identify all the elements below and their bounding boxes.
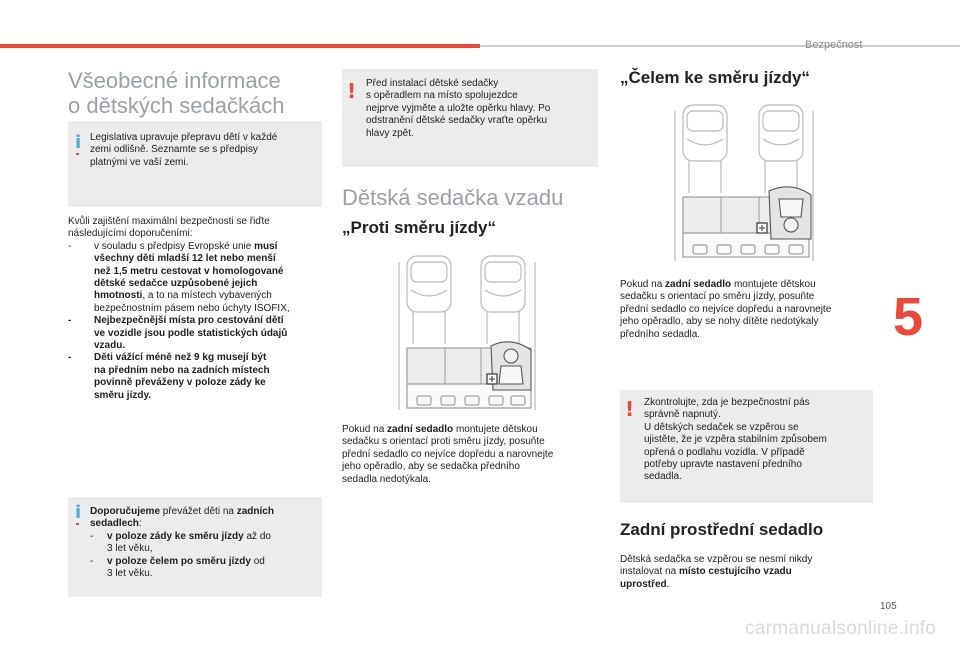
text-line <box>620 279 882 291</box>
watermark: carmanualsonline.info <box>745 618 937 639</box>
text-line: sedadla. <box>644 471 682 483</box>
bullet-text-bold: hmotnosti <box>94 290 143 302</box>
text-line <box>90 518 320 530</box>
bullet-text-bold: směru jízdy. <box>94 389 152 401</box>
bullet-item <box>68 340 326 352</box>
page-title-line: Všeobecné informace <box>68 68 281 93</box>
info-box-legislation <box>68 121 322 207</box>
bullet-item <box>68 377 326 389</box>
warning-icon: ! <box>625 397 635 421</box>
subtitle-forward-facing: „Čelem ke směru jízdy“ <box>620 68 810 87</box>
bullet-text: bezpečnostním pásem nebo úchyty ISOFIX, <box>94 302 290 314</box>
bullet-text-bold: všechny děti mladší 12 let nebo menší <box>94 253 276 265</box>
text-line: U dětských sedaček se vzpěrou se <box>644 421 799 433</box>
header-accent-bar <box>0 44 480 48</box>
text-bold: Doporučujeme <box>90 506 161 517</box>
text-line: následujícími doporučeními: <box>68 228 193 240</box>
text-line: jeho opěradlo, aby se sedačka předního <box>342 461 520 473</box>
bullet-item <box>68 266 326 278</box>
bullet-item: - Děti vážící méně než 9 kg musejí být <box>68 352 267 364</box>
chapter-number: 5 <box>893 287 924 347</box>
bullet-item <box>68 290 326 302</box>
section-title-middle-seat: Zadní prostřední sedadlo <box>620 520 824 539</box>
text-line <box>90 506 320 518</box>
bullet-item: - v poloze zády ke směru jízdy až do <box>90 530 271 542</box>
text-line: odstranění dětské sedačky vraťte opěrku <box>366 115 548 127</box>
forward-facing-paragraph <box>620 279 882 341</box>
text: instalovat na <box>620 566 679 578</box>
bullet-text-bold: ve vozidle jsou podle statistických údajů <box>94 327 288 339</box>
section-label: Bezpečnost <box>805 39 863 51</box>
page-title-line: o dětských sedačkách <box>68 92 285 118</box>
bullet-text: v souladu s předpisy Evropské unie <box>94 240 255 252</box>
bullet-item: - v poloze čelem po směru jízdy od <box>90 555 265 567</box>
text-bold: sedadlech <box>90 518 139 530</box>
bullet-text-bold: dětské sedačce uzpůsobené jejich <box>94 278 258 290</box>
text-line: hlavy zpět. <box>366 127 414 139</box>
text-line: nejprve vyjměte a uložte opěrku hlavy. Po <box>366 102 551 114</box>
text: montujete dětskou <box>731 279 816 290</box>
middle-seat-paragraph <box>620 554 882 591</box>
text-bold: zadních <box>236 506 274 517</box>
text-line: ujistěte, že je vzpěra stabilním způsobem <box>644 434 827 446</box>
bullet-text-bold: musí <box>254 240 278 252</box>
text: Pokud na <box>342 424 388 435</box>
rear-facing-paragraph <box>342 424 602 486</box>
text: . <box>666 578 670 590</box>
text-line: Dětská sedačka se vzpěrou se nesmí nikdy <box>620 554 813 565</box>
page-title <box>68 69 284 118</box>
warning-box-belt <box>620 390 873 503</box>
recommendations-text <box>68 216 326 402</box>
bullet-item <box>68 328 326 340</box>
bullet-item <box>68 278 326 290</box>
bullet-item <box>68 253 326 265</box>
bullet-text-bold: než 1,5 metru cestovat v homologované <box>94 265 284 277</box>
text-line: platnými ve vaší zemi. <box>90 156 189 168</box>
text-line: opřená o podlahu vozidla. V případě <box>644 446 805 458</box>
forward-facing-seat-illustration <box>669 99 819 269</box>
text-bold: v poloze zády ke směru jízdy <box>107 530 244 542</box>
text-line: potřeby upravte nastavení předního <box>644 459 802 471</box>
text-line: Před instalací dětské sedačky <box>366 78 499 89</box>
info-box-recommend <box>68 497 322 597</box>
bullet-text: , a to na místech vybavených <box>142 290 272 302</box>
text-line: sedadla nedotýkala. <box>342 473 431 485</box>
warning-text <box>366 78 594 140</box>
text: montujete dětskou <box>453 424 538 435</box>
text-line: správně napnutý. <box>644 409 721 421</box>
rear-facing-seat-illustration <box>393 250 541 418</box>
page-number: 105 <box>880 601 897 612</box>
bullet-item: - Nejbezpečnější místa pro cestování dětí <box>68 315 284 327</box>
text-line: Kvůli zajištění maximální bezpečnosti se řiďte <box>68 216 270 227</box>
bullet-text-bold: na předním nebo na zadních místech <box>94 364 270 376</box>
bullet-item <box>68 390 326 402</box>
text-line <box>620 579 882 591</box>
bullet-item <box>68 303 326 315</box>
warning-box-headrest <box>342 69 598 167</box>
text-line: 3 let věku, <box>107 543 153 555</box>
text: Pokud na <box>620 279 666 290</box>
header-rule <box>480 45 960 47</box>
bullet-text-bold: vzadu. <box>94 340 126 352</box>
info-icon: i <box>75 132 82 153</box>
text-line: s opěradlem na místo spolujezdce <box>366 90 518 102</box>
text-line <box>620 566 882 578</box>
text-bold: zadní sedadlo <box>387 424 454 435</box>
text-line: zemi odlišně. Seznamte se s předpisy <box>90 144 258 156</box>
text-bold: uprostřed <box>620 578 667 590</box>
text-line: přední sedadlo co nejvíce dopředu a narovnejte <box>620 303 832 315</box>
bullet-text-bold: Nejbezpečnější místa pro cestování dětí <box>94 315 284 327</box>
text-line <box>342 424 602 436</box>
section-title-rear-seat: Dětská sedačka vzadu <box>342 185 564 210</box>
info-text <box>90 132 318 169</box>
text-line: sedačku s orientací proti směru jízdy, posuňte <box>342 436 545 448</box>
info-icon: i <box>75 502 82 523</box>
text-bold: zadní sedadlo <box>665 279 732 290</box>
info-text <box>90 506 320 580</box>
warning-text <box>644 397 870 484</box>
text-line: přední sedadlo co nejvíce dopředu a narovnejte <box>342 448 554 460</box>
text-bold: v poloze čelem po směru jízdy <box>107 555 251 567</box>
bullet-text-bold: povinně převáženy v poloze zády ke <box>94 377 266 389</box>
subtitle-rear-facing: „Proti směru jízdy“ <box>342 218 496 237</box>
bullet-item <box>68 365 326 377</box>
text-line: Zkontrolujte, zda je bezpečnostní pás <box>644 397 810 408</box>
text-bold: místo cestujícího vzadu <box>678 566 792 578</box>
text-line: Legislativa upravuje přepravu dětí v každé <box>90 132 278 143</box>
text-line: sedačku s orientací po směru jízdy, posuňte <box>620 291 815 303</box>
text-line: předního sedadla. <box>620 328 701 340</box>
text-line: 3 let věku. <box>107 568 153 580</box>
text: až do <box>243 530 271 542</box>
text: : <box>138 518 142 530</box>
text: převážet děti na <box>160 506 237 517</box>
bullet-item: - v souladu s předpisy Evropské unie musí <box>68 240 278 252</box>
text-line: jeho opěradlo, aby se nohy dítěte nedotýkaly <box>620 316 819 328</box>
bullet-text-bold: Děti vážící méně než 9 kg musejí být <box>94 352 267 364</box>
warning-icon: ! <box>347 79 357 103</box>
text: od <box>250 555 265 567</box>
